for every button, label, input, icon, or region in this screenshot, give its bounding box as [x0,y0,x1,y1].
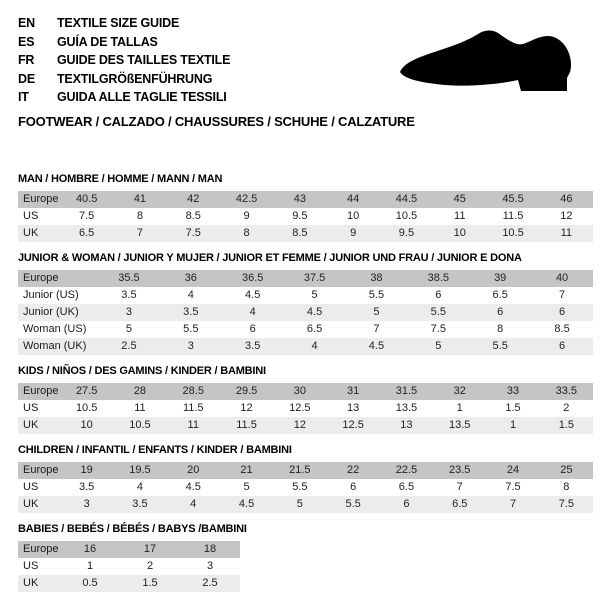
size-value-cell: 8.5 [185,209,201,222]
size-table-header-row [18,191,593,208]
size-value-cell: 7 [509,497,517,510]
size-value-cell: 22 [347,463,360,476]
size-value-cell: 7.5 [505,480,521,493]
size-value-cell: 12.5 [289,401,311,414]
size-table-title: BABIES / BEBÉS / BÉBÉS / BABYS /BAMBINI [18,522,247,535]
size-value-cell: 3.5 [245,339,261,352]
size-value-cell: 3.5 [121,288,137,301]
size-value-cell: 4.5 [306,305,323,318]
row-label-cell: Woman (US) [23,322,87,335]
size-value-cell: 4 [136,480,143,493]
size-value-cell: 11 [454,209,466,222]
size-table-row [18,479,593,496]
size-table-title: KIDS / NIÑOS / DES GAMINS / KINDER / BAMBINI [18,364,266,377]
size-value-cell: 13.5 [395,401,418,414]
size-value-cell: 44 [347,192,360,205]
size-value-cell: 11 [560,226,573,239]
size-value-cell: 3.5 [79,480,95,493]
size-value-cell: 9.5 [398,226,415,239]
size-value-cell: 7.5 [79,209,95,222]
row-label-cell: Europe [23,271,59,284]
size-value-cell: 28 [133,384,147,397]
size-value-cell: 5 [435,339,442,352]
language-label: GUÍA DE TALLAS [57,34,158,49]
size-value-cell: 4.5 [185,480,201,493]
size-value-cell: 25 [560,463,573,476]
size-value-cell: 3.5 [132,497,148,510]
size-table-row [18,400,593,417]
size-value-cell: 44.5 [395,192,418,205]
size-value-cell: 11.5 [182,401,204,414]
row-label-cell: Europe [23,463,59,476]
language-label: TEXTILE SIZE GUIDE [57,16,180,30]
size-value-cell: 5.5 [368,288,385,301]
size-value-cell: 7.5 [558,497,574,510]
size-value-cell: 19 [80,463,93,476]
size-value-cell: 3 [187,339,194,352]
size-value-cell: 11 [134,401,146,414]
size-value-cell: 3 [83,497,90,510]
size-value-cell: 45 [453,192,466,205]
language-label: TEXTILGRÖßENFÜHRUNG [57,71,213,86]
row-label-cell: Europe [23,542,59,555]
size-value-cell: 8 [497,322,504,335]
size-value-cell: 42 [187,192,200,205]
size-value-cell: 3.5 [183,305,199,318]
size-value-cell: 1.5 [142,576,158,589]
size-value-cell: 7.5 [185,226,201,239]
size-value-cell: 37.5 [303,271,326,284]
size-value-cell: 43 [293,192,306,205]
size-value-cell: 27.5 [75,384,98,397]
size-value-cell: 20 [187,463,200,476]
size-value-cell: 1.5 [558,418,574,431]
size-value-cell: 30 [293,384,306,397]
row-label-cell: US [23,480,39,493]
language-code: EN [18,16,35,30]
size-value-cell: 7 [456,480,463,493]
size-value-cell: 21 [240,463,253,476]
size-table [18,270,593,355]
size-table-row [18,338,593,355]
size-value-cell: 5.5 [492,339,508,352]
size-value-cell: 8.5 [292,226,308,239]
size-value-cell: 21.5 [289,463,311,476]
size-value-cell: 2 [563,401,570,414]
size-value-cell: 19.5 [129,463,151,476]
row-label-cell: Junior (UK) [23,305,79,318]
size-value-cell: 4.5 [238,497,255,510]
size-value-cell: 5 [373,305,380,318]
size-table-row [18,225,593,242]
row-label-cell: US [23,401,39,414]
size-value-cell: 8 [563,480,570,493]
row-label-cell: UK [23,576,39,589]
size-table-row [18,287,593,304]
size-value-cell: 2 [146,559,154,572]
size-table [18,541,240,592]
size-value-cell: 13 [400,418,413,431]
size-value-cell: 11 [187,418,199,431]
size-value-cell: 38.5 [427,271,450,284]
size-value-cell: 39 [494,271,507,284]
size-value-cell: 6.5 [452,497,468,510]
size-value-cell: 46 [560,192,573,205]
language-code: FR [18,53,35,67]
size-value-cell: 23.5 [449,463,471,476]
size-value-cell: 5 [125,322,132,335]
size-value-cell: 9 [243,209,250,222]
size-table-row [18,304,593,321]
size-value-cell: 4 [311,339,318,352]
category-heading: FOOTWEAR / CALZADO / CHAUSSURES / SCHUHE / CALZATURE [18,113,415,129]
size-value-cell: 6.5 [398,480,415,493]
size-value-cell: 10.5 [129,418,151,431]
row-label-cell: UK [23,497,39,510]
size-value-cell: 5.5 [292,480,308,493]
size-table-row [18,321,593,338]
size-value-cell: 28.5 [182,384,204,397]
size-value-cell: 35.5 [118,271,140,284]
size-value-cell: 4 [249,305,256,318]
size-value-cell: 40.5 [75,192,98,205]
size-value-cell: 5.5 [345,497,361,510]
size-value-cell: 33 [506,384,520,397]
row-label-cell: Europe [23,384,59,397]
size-table [18,462,593,513]
size-value-cell: 38 [370,271,383,284]
size-value-cell: 42.5 [235,192,258,205]
size-table-header-row [18,270,593,287]
size-table-row [18,496,593,513]
size-value-cell: 10 [453,226,466,239]
size-value-cell: 31 [347,384,360,397]
size-value-cell: 9.5 [292,209,308,222]
size-value-cell: 7 [559,288,566,301]
size-value-cell: 7.5 [430,322,446,335]
size-value-cell: 29.5 [235,384,258,397]
size-value-cell: 22.5 [395,463,418,476]
size-value-cell: 32 [453,384,466,397]
size-table-header-row [18,462,593,479]
size-value-cell: 9 [350,226,357,239]
size-value-cell: 6.5 [492,288,508,301]
size-value-cell: 7 [373,322,380,335]
size-value-cell: 0.5 [82,576,98,589]
size-value-cell: 8 [243,226,250,239]
size-value-cell: 6 [559,305,566,318]
row-label-cell: Junior (US) [23,288,79,301]
size-value-cell: 1 [456,401,463,414]
size-table-title: CHILDREN / INFANTIL / ENFANTS / KINDER / BAMBINI [18,443,292,456]
size-value-cell: 6 [249,322,256,335]
size-value-cell: 3 [206,559,214,572]
size-value-cell: 12.5 [342,418,364,431]
size-value-cell: 45.5 [502,192,524,205]
size-value-cell: 33.5 [555,384,578,397]
size-value-cell: 6 [403,497,410,510]
size-value-cell: 11.5 [502,209,524,222]
size-value-cell: 2.5 [202,576,218,589]
row-label-cell: UK [23,418,39,431]
size-value-cell: 31.5 [395,384,418,397]
size-value-cell: 5 [296,497,303,510]
size-table-row [18,208,593,225]
language-code: ES [18,34,35,49]
size-table-section [18,523,593,592]
size-value-cell: 5.5 [430,305,446,318]
language-label: GUIDE DES TAILLES TEXTILE [57,53,231,67]
size-value-cell: 40 [555,271,569,284]
size-value-cell: 4.5 [245,288,261,301]
size-value-cell: 24 [506,463,520,476]
size-table-row [18,575,240,592]
size-value-cell: 6.5 [79,226,95,239]
size-value-cell: 12 [240,401,253,414]
size-value-cell: 10.5 [502,226,524,239]
size-value-cell: 3 [125,305,132,318]
language-code: DE [18,71,35,86]
size-tables [18,173,593,592]
size-value-cell: 2.5 [121,339,137,352]
size-value-cell: 6 [435,288,442,301]
size-table-header-row [18,541,240,558]
size-value-cell: 16 [83,542,97,555]
size-value-cell: 5.5 [183,322,199,335]
size-value-cell: 36.5 [241,271,264,284]
size-value-cell: 18 [203,542,217,555]
row-label-cell: US [23,559,39,572]
size-value-cell: 4 [190,497,197,510]
size-table [18,383,593,434]
size-value-cell: 8 [136,209,143,222]
size-value-cell: 5 [311,288,318,301]
row-label-cell: Woman (UK) [23,339,87,352]
size-table-row [18,558,240,575]
size-table-title: MAN / HOMBRE / HOMME / MANN / MAN [18,172,223,185]
size-table-row [18,417,593,434]
size-value-cell: 4 [187,288,194,301]
size-value-cell: 41 [133,192,147,205]
size-value-cell: 6 [350,480,357,493]
row-label-cell: UK [23,226,39,239]
size-value-cell: 12 [293,418,306,431]
row-label-cell: US [23,209,39,222]
language-label: GUIDA ALLE TAGLIE TESSILI [57,90,227,104]
size-value-cell: 1 [509,418,517,431]
size-table-section [18,252,593,355]
size-value-cell: 10 [80,418,93,431]
size-value-cell: 6 [497,305,504,318]
size-value-cell: 8.5 [554,322,570,335]
size-table-section [18,444,593,513]
size-value-cell: 36 [184,271,197,284]
size-value-cell: 10.5 [75,401,98,414]
size-table-section [18,365,593,434]
size-value-cell: 6 [559,339,566,352]
size-value-cell: 13 [347,401,360,414]
size-value-cell: 1.5 [505,401,521,414]
size-value-cell: 7 [136,226,143,239]
size-table [18,191,593,242]
size-table-header-row [18,383,593,400]
size-value-cell: 10.5 [395,209,418,222]
size-value-cell: 6.5 [306,322,323,335]
size-value-cell: 1 [86,559,94,572]
size-value-cell: 13.5 [449,418,471,431]
size-value-cell: 12 [560,209,573,222]
size-table-section [18,173,593,242]
size-value-cell: 5 [243,480,250,493]
size-table-title: JUNIOR & WOMAN / JUNIOR Y MUJER / JUNIOR ET FEMME / JUNIOR UND FRAU / JUNIOR E DONA [18,251,522,264]
row-label-cell: Europe [23,192,59,205]
dress-shoe-icon [390,20,585,105]
size-value-cell: 17 [143,542,157,555]
size-value-cell: 4.5 [368,339,385,352]
size-value-cell: 10 [347,209,360,222]
size-value-cell: 11.5 [236,418,257,431]
language-code: IT [18,90,29,104]
